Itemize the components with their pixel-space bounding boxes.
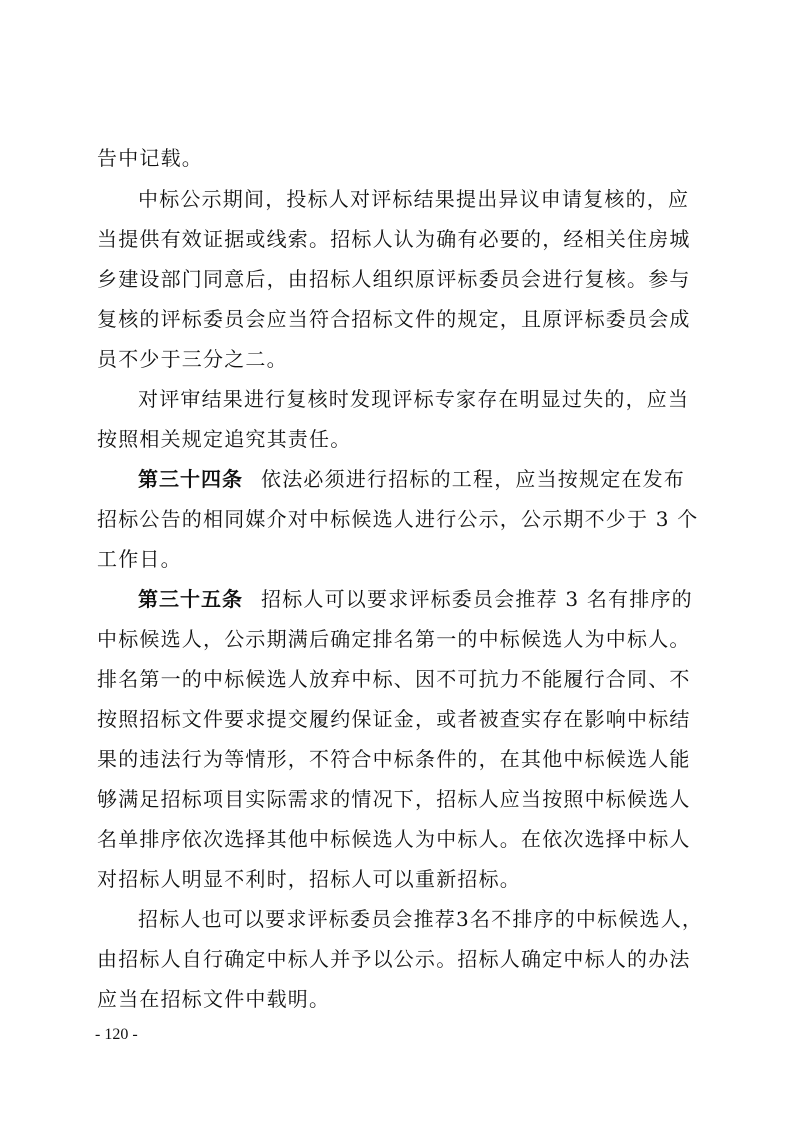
paragraph-line: 中标公示期间，投标人对评标结果提出异议申请复核的，应	[138, 187, 690, 211]
paragraph-line: 按照招标文件要求提交履约保证金，或者被查实存在影响中标结	[97, 707, 691, 731]
paragraph-line: 对招标人明显不利时，招标人可以重新招标。	[97, 867, 521, 891]
paragraph-line: 当提供有效证据或线索。招标人认为确有必要的，经相关住房城	[97, 227, 691, 251]
paragraph-line: 对评审结果进行复核时发现评标专家存在明显过失的，应当	[138, 387, 690, 411]
article-34-line: 第三十四条 依法必须进行招标的工程，应当按规定在发布	[138, 467, 685, 491]
paragraph-line: 招标公告的相同媒介对中标候选人进行公示，公示期不少于 3 个	[97, 507, 699, 531]
paragraph-line: 排名第一的中标候选人放弃中标、因不可抗力不能履行合同、不	[97, 667, 691, 691]
paragraph-line: 由招标人自行确定中标人并予以公示。招标人确定中标人的办法	[97, 947, 691, 971]
paragraph-line: 够满足招标项目实际需求的情况下，招标人应当按照中标候选人	[97, 787, 691, 811]
paragraph-line: 应当在招标文件中载明。	[97, 987, 331, 1011]
article-35-line: 第三十五条 招标人可以要求评标委员会推荐 3 名有排序的	[138, 587, 693, 611]
paragraph-line: 招标人也可以要求评标委员会推荐3名不排序的中标候选人，	[138, 907, 704, 931]
paragraph-line: 工作日。	[97, 547, 182, 571]
paragraph-line: 复核的评标委员会应当符合招标文件的规定，且原评标委员会成	[97, 307, 691, 331]
paragraph-line: 告中记载。	[97, 146, 203, 170]
article-34-heading: 第三十四条	[138, 467, 243, 491]
paragraph-line: 果的违法行为等情形，不符合中标条件的，在其他中标候选人能	[97, 747, 691, 771]
paragraph-line: 乡建设部门同意后，由招标人组织原评标委员会进行复核。参与	[97, 267, 691, 291]
article-35-heading: 第三十五条	[138, 587, 243, 611]
paragraph-line: 按照相关规定追究其责任。	[97, 427, 352, 451]
paragraph-line: 中标候选人，公示期满后确定排名第一的中标候选人为中标人。	[97, 627, 691, 651]
paragraph-line: 名单排序依次选择其他中标候选人为中标人。在依次选择中标人	[97, 827, 691, 851]
paragraph-line: 员不少于三分之二。	[97, 347, 288, 371]
page-number: - 120 -	[95, 1026, 138, 1043]
